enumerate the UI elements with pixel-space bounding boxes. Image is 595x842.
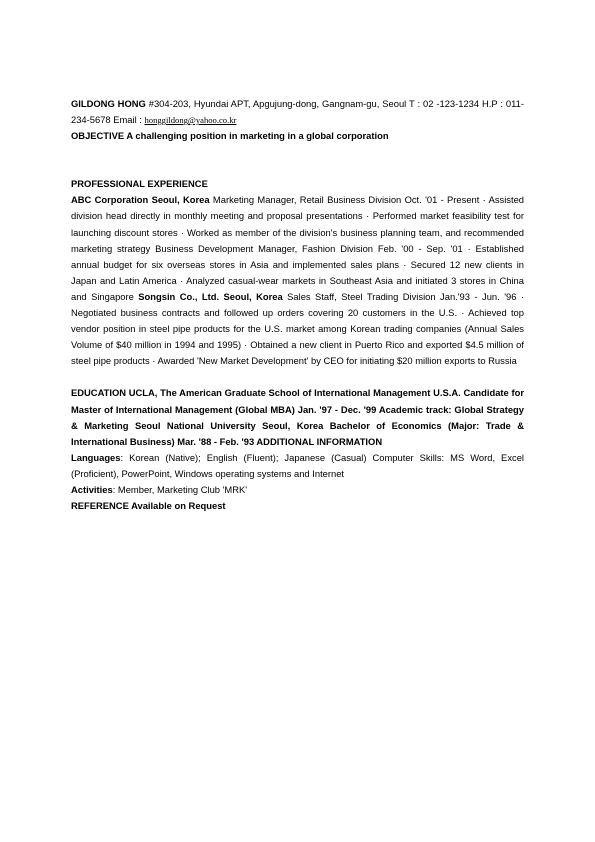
resume-document: [71, 96, 524, 514]
email-link[interactable]: honggildong@yahoo.co.kr: [144, 115, 237, 126]
objective-line: OBJECTIVE A challenging position in marketing in a global corporation: [71, 130, 389, 142]
experience-heading: PROFESSIONAL EXPERIENCE: [71, 178, 208, 190]
languages-label: Languages: [71, 451, 121, 463]
languages-text: : Korean (Native); English (Fluent); Japanese (Casual) Computer Skills: MS Word, Excel (Proficient), PowerPoint, Windows operating systems and Internet: [71, 451, 524, 479]
activities-line: [71, 482, 524, 498]
job2-company: Songsin Co., Ltd. Seoul, Korea: [138, 290, 283, 302]
spacer: [71, 144, 524, 176]
job1-company: ABC Corporation Seoul, Korea: [71, 194, 210, 206]
experience-body: [71, 192, 524, 369]
languages-line: [71, 450, 524, 482]
activities-text: : Member, Marketing Club 'MRK': [112, 483, 248, 495]
activities-label: Activities: [71, 483, 113, 495]
job1-description: Marketing Manager, Retail Business Division Oct. '01 - Present · Assisted division head directly in monthly meeting and proposal presentations · Performed market feasibility test for launching discount stores · Worked as member of the division's business planning team, and recommended marketing strategy Business Development Manager, Fashion Division Feb. '00 - Sep. '01 · Established annual budget for six overseas stores in Asia and implemented sales plans · Secured 12 new clients in Japan and Latin America · Analyzed casual-wear markets in Southeast Asia and initiated 3 stores in China and Singapore: [71, 194, 525, 302]
education-section: EDUCATION UCLA, The American Graduate School of International Management U.S.A. Candidate for Master of International Management (Global MBA) Jan. '97 - Dec. '99 Academic track: Global Strategy & Marketing Seoul National University Seoul, Korea Bachelor of Economics (Major: Trade & International Business) Mar. '88 - Feb. '93 ADDITIONAL INFORMATION: [71, 387, 524, 447]
address-phone: #304-203, Hyundai APT, Apgujung-dong, Gangnam-gu, Seoul T : 02 -123-1234 H.P : 011-234-5678 Email :: [71, 98, 525, 126]
reference-line: REFERENCE Available on Request: [71, 500, 226, 512]
spacer: [71, 369, 524, 385]
applicant-name: GILDONG HONG: [71, 98, 146, 109]
contact-line: [71, 96, 524, 128]
job2-description: Sales Staff, Steel Trading Division Jan.'93 - Jun. '96 · Negotiated business contracts and followed up orders covering 20 customers in the U.S. · Achieved top vendor position in steel pipe products for the U.S. market among Korean trading companies (Annual Sales Volume of $40 million in 1994 and 1995) · Obtained a new client in Puerto Rico and exported $4.5 million of steel pipe products · Awarded 'New Market Development' by CEO for initiating $20 million exports to Russia: [71, 290, 524, 367]
